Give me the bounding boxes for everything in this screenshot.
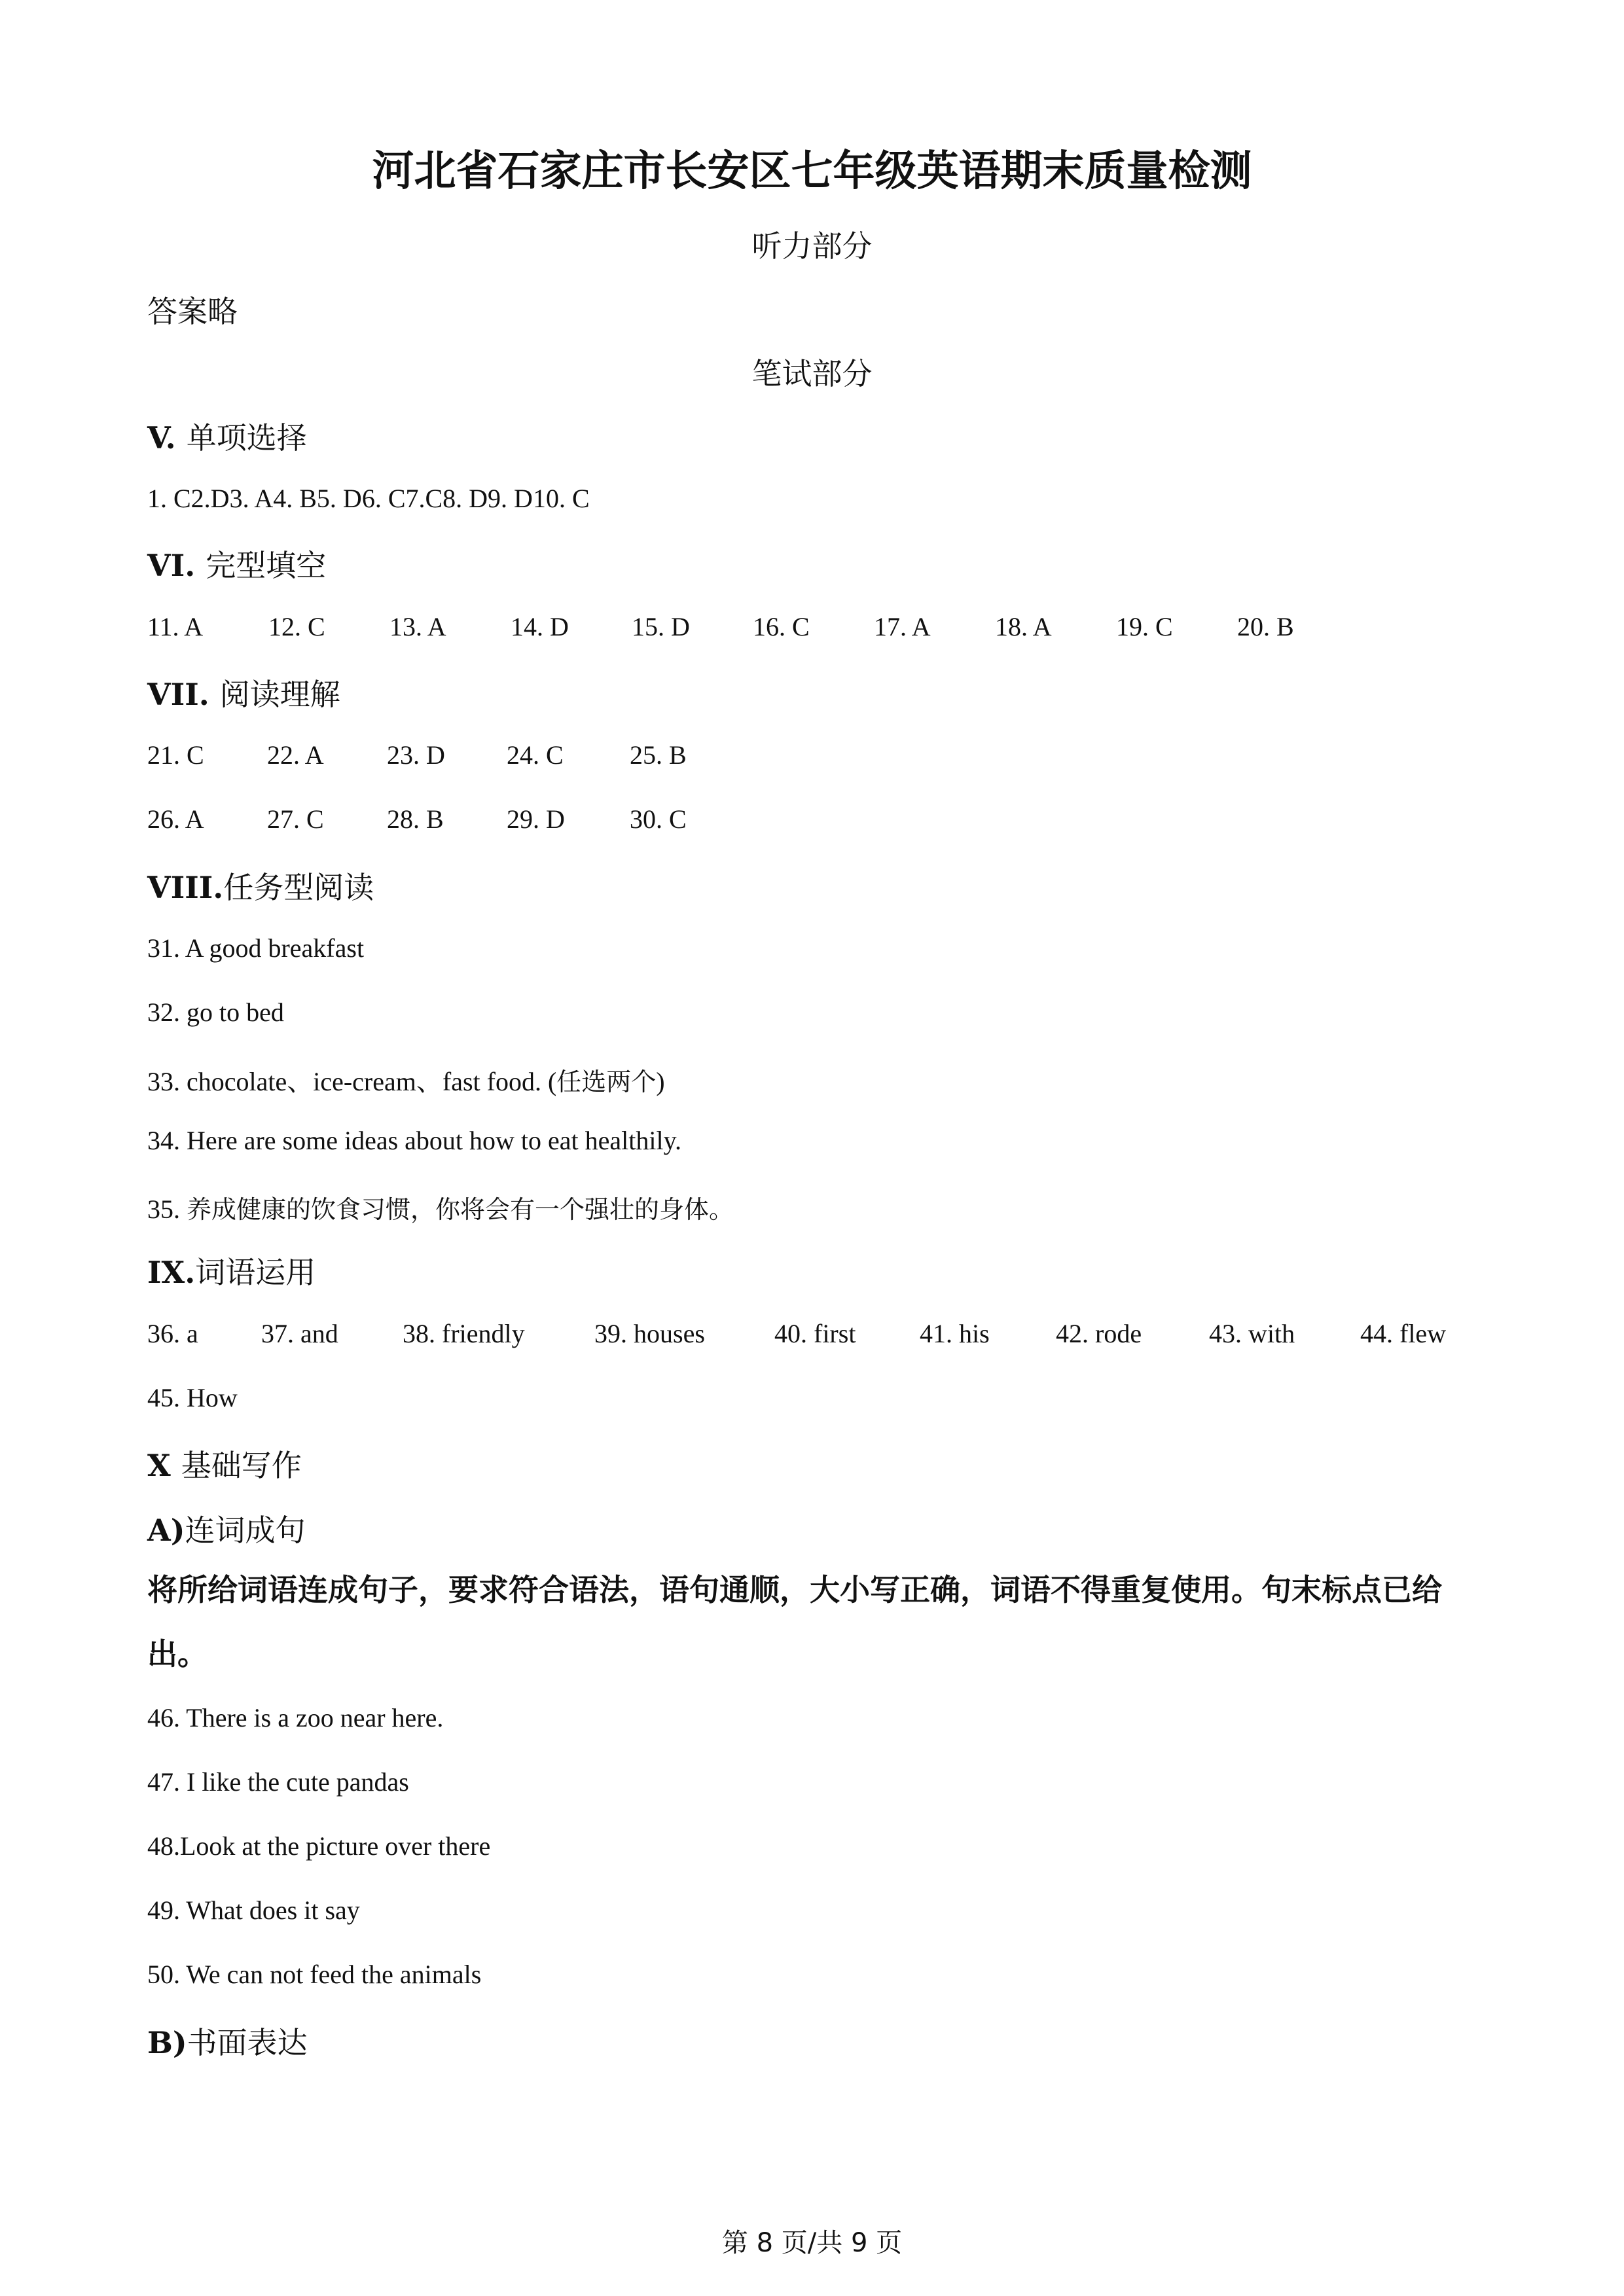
answer-item: 38. friendly	[403, 1319, 525, 1348]
section-ix-heading	[147, 1249, 316, 1292]
section-number: X	[147, 1448, 181, 1483]
answer-item: 44. flew	[1360, 1319, 1447, 1348]
answer-item: 37. and	[261, 1319, 338, 1348]
answer-item: 27. C	[267, 804, 324, 834]
answer-item: 42. rode	[1056, 1319, 1142, 1348]
answer-45: 45. How	[147, 1383, 238, 1412]
section-number: A)	[147, 1513, 185, 1548]
page-title: 河北省石家庄市长安区七年级英语期末质量检测	[372, 147, 1252, 196]
section-number: V.	[147, 420, 176, 456]
answer-49: 49. What does it say	[147, 1895, 360, 1925]
answer-33-note: 任选两个	[556, 1067, 657, 1096]
answer-item: 36. a	[147, 1319, 198, 1348]
answer-46: 46. There is a zoo near here.	[147, 1703, 444, 1732]
section-v-answers: 1. C2.D3. A4. B5. D6. C7.C8. D9. D10. C	[147, 484, 590, 513]
section-label: 阅读理解	[219, 677, 340, 712]
written-heading: 笔试部分	[751, 356, 873, 391]
listening-heading: 听力部分	[751, 228, 873, 264]
answer-item: 12. C	[268, 612, 325, 641]
answer-item: 24. C	[507, 740, 564, 770]
instruction-text: 将所给词语连成句子，要求符合语法，语句通顺，大小写正确，词语不得重复使用。句末标点已给出。	[147, 1572, 1442, 1672]
answer-item: 30. C	[630, 804, 687, 834]
answer-item: 21. C	[147, 740, 204, 770]
answer-item: 19. C	[1116, 612, 1173, 641]
answer-34: 34. Here are some ideas about how to eat healthily.	[147, 1126, 682, 1155]
answer-item: 29. D	[507, 804, 565, 834]
answer-item: 26. A	[147, 804, 204, 834]
answer-item: 15. D	[632, 612, 690, 641]
section-x-heading	[147, 1442, 302, 1485]
section-b-heading	[147, 2019, 308, 2062]
section-v-heading	[147, 414, 307, 457]
section-number: IX.	[147, 1255, 196, 1290]
answer-33	[147, 1061, 665, 1098]
answer-item: 16. C	[753, 612, 810, 641]
section-label: 连词成句	[185, 1513, 306, 1548]
answer-48: 48.Look at the picture over there	[147, 1831, 491, 1861]
answer-35-number: 35.	[147, 1194, 187, 1224]
section-label: 完型填空	[206, 548, 327, 583]
page-footer: 第 8 页/共 9 页	[721, 2228, 903, 2258]
section-vii-heading	[147, 671, 340, 714]
answer-item: 14. D	[511, 612, 569, 641]
section-label: 任务型阅读	[223, 870, 374, 905]
section-label: 词语运用	[195, 1255, 316, 1290]
section-label: 书面表达	[187, 2025, 308, 2060]
answer-item: 39. houses	[594, 1319, 705, 1348]
answer-item: 18. A	[995, 612, 1052, 641]
section-number: VI.	[147, 548, 196, 583]
answer-item: 43. with	[1209, 1319, 1295, 1348]
answer-47: 47. I like the cute pandas	[147, 1767, 409, 1797]
answer-item: 13. A	[389, 612, 446, 641]
answer-35-text: 养成健康的饮食习惯，你将会有一个强壮的身体。	[187, 1195, 734, 1224]
answer-50: 50. We can not feed the animals	[147, 1960, 482, 1989]
answer-32: 32. go to bed	[147, 997, 284, 1027]
answer-31: 31. A good breakfast	[147, 933, 365, 963]
answer-item: 17. A	[874, 612, 931, 641]
listening-answer: 答案略	[147, 294, 238, 329]
section-number: VII.	[147, 677, 209, 712]
section-viii-heading	[147, 864, 374, 907]
answer-item: 41. his	[920, 1319, 990, 1348]
answer-33-text: 33. chocolate、ice-cream、fast food. (	[147, 1067, 557, 1096]
section-label: 基础写作	[181, 1448, 302, 1483]
answer-item: 22. A	[267, 740, 324, 770]
answer-item: 20. B	[1237, 612, 1294, 641]
answer-item: 11. A	[147, 612, 204, 641]
section-number: B)	[147, 2025, 187, 2060]
answer-item: 28. B	[387, 804, 444, 834]
answer-item: 23. D	[387, 740, 445, 770]
answer-item: 25. B	[630, 740, 687, 770]
answer-33-close: )	[656, 1067, 665, 1096]
answer-item: 40. first	[774, 1319, 856, 1348]
answer-35	[147, 1189, 734, 1225]
section-a-heading	[147, 1507, 305, 1550]
section-number: VIII.	[147, 870, 224, 905]
section-label: 单项选择	[186, 420, 307, 456]
section-vi-heading	[147, 542, 326, 585]
